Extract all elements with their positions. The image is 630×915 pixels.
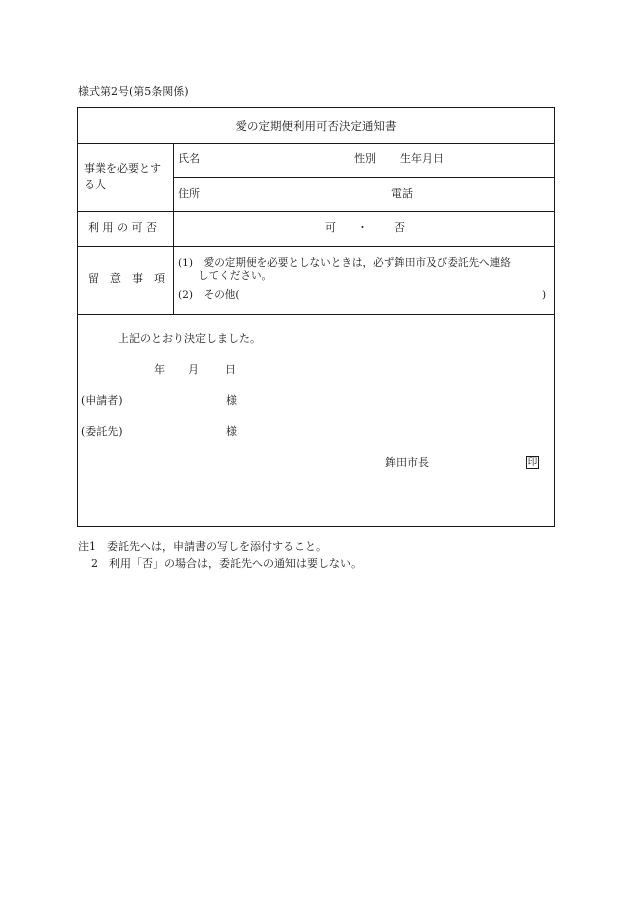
date-year-label: 年: [154, 363, 165, 376]
note-item-2: (2) その他(: [178, 289, 240, 301]
notes-label: 留 意 事 項: [88, 272, 165, 285]
name-label: 氏名: [178, 152, 200, 165]
applicant-label-line2: る人: [84, 178, 106, 191]
official-seal-mark: 印: [527, 456, 538, 468]
address-label: 住所: [178, 187, 200, 200]
row-divider-applicant-usage: [78, 211, 554, 212]
row-divider-name-address: [173, 177, 554, 178]
sex-label: 性別: [354, 152, 376, 165]
applicant-recipient-label: (申請者): [81, 394, 123, 407]
usage-no-option: 否: [394, 221, 405, 234]
row-divider-notes-decision: [78, 314, 554, 315]
form-title: 愛の定期便利用可否決定通知書: [78, 108, 554, 144]
notification-form: [77, 107, 555, 527]
note-item-1-line2: してください。: [198, 270, 273, 282]
note-item-2-close: ): [542, 289, 547, 301]
birth-date-label: 生年月日: [400, 152, 444, 165]
contractor-recipient-label: (委託先): [81, 425, 123, 438]
applicant-honorific: 様: [226, 394, 237, 407]
issuer-label: 鉾田市長: [385, 456, 429, 469]
footnote-2: 2 利用「否」の場合は，委託先への通知は要しない。: [91, 557, 362, 570]
usage-separator: ・: [357, 221, 368, 234]
row-divider-usage-notes: [78, 246, 554, 247]
date-day-label: 日: [225, 363, 236, 376]
usage-label: 利 用 の 可 否: [88, 221, 157, 234]
contractor-honorific: 様: [226, 425, 237, 438]
decision-statement: 上記のとおり決定しました。: [118, 332, 261, 345]
note-item-1-line1: (1) 愛の定期便を必要としないときは，必ず鉾田市及び委託先へ連絡: [178, 257, 511, 269]
label-column-divider: [173, 143, 174, 314]
form-number: 様式第2号(第5条関係): [78, 85, 189, 98]
usage-yes-option: 可: [325, 221, 336, 234]
footnote-1: 注1 委託先へは，申請書の写しを添付すること。: [78, 540, 327, 553]
date-month-label: 月: [188, 363, 199, 376]
applicant-label-line1: 事業を必要とす: [84, 162, 161, 175]
phone-label: 電話: [391, 187, 413, 200]
